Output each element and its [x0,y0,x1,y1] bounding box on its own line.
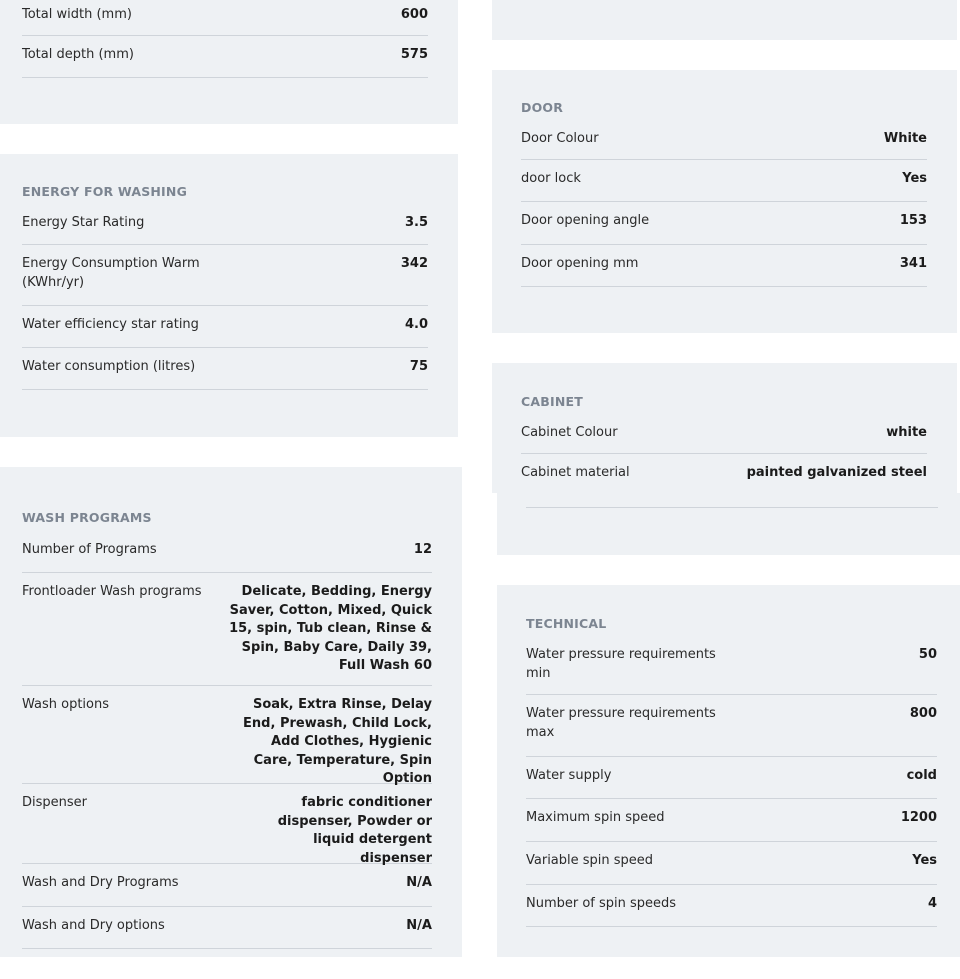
spec-label: door lock [521,171,581,186]
section-heading: TECHNICAL [526,616,607,631]
spec-label: Number of spin speeds [526,896,677,911]
cabinet-panel-lower [497,493,960,555]
spec-value: cold [906,768,937,783]
spec-label: Water supply [526,768,612,783]
spec-row [22,531,432,573]
spec-value: fabric conditioner dispenser, Powder or liquid detergent dispenser [277,795,432,866]
section-heading: CABINET [521,394,583,409]
spec-label: Door Colour [521,131,599,146]
spec-value: painted galvanized steel [746,465,927,480]
energy-panel [0,154,458,437]
spec-value: 800 [909,706,937,721]
spec-label: Total depth (mm) [22,47,134,62]
spec-value: 342 [400,256,428,271]
spec-label: Door opening mm [521,256,639,271]
spec-row [521,454,927,494]
spec-label: Wash and Dry Programs [22,875,179,890]
dimensions-panel [0,0,458,124]
spec-row [521,160,927,202]
spec-row [521,202,927,245]
spec-value: White [883,131,927,146]
spec-row [22,907,432,949]
spec-value: 575 [400,47,428,62]
spec-label: Energy Consumption Warm (KWhr/yr) [22,256,200,290]
spec-label: Variable spin speed [526,853,654,868]
section-heading: DOOR [521,100,564,115]
spec-label: Energy Star Rating [22,215,145,230]
spec-row [22,306,428,348]
spec-row [521,245,927,287]
dimensions-rows [22,0,428,78]
section-heading: WASH PROGRAMS [22,510,152,525]
spec-value: 75 [409,359,428,374]
spec-label: Wash and Dry options [22,918,165,933]
technical-panel [497,585,960,957]
spec-row [22,206,428,245]
energy-rows [22,206,428,390]
spec-value: N/A [406,875,432,890]
spec-row [526,695,937,757]
spec-label: Water consumption (litres) [22,359,196,374]
spec-row [526,637,937,695]
spec-value: 1200 [900,810,937,825]
spec-label: Water pressure requirements min [526,647,716,681]
top-right-panel [492,0,957,40]
spec-row [526,757,937,799]
spec-label: Door opening angle [521,213,650,228]
spec-row [521,122,927,160]
spec-value: Delicate, Bedding, Energy Saver, Cotton, Mixed, Quick 15, spin, Tub clean, Rinse & Spin, Baby Care, Daily 39, Full Wash 60 [229,584,432,673]
spec-value: 600 [400,7,428,22]
spec-row [22,864,432,907]
spec-row [22,0,428,36]
spec-row [22,573,432,686]
spec-value: white [886,425,927,440]
spec-value: Yes [912,853,937,868]
spec-value: N/A [406,918,432,933]
spec-row [22,36,428,78]
wash-programs-panel [0,467,462,957]
section-heading: ENERGY FOR WASHING [22,184,188,199]
spec-value: 153 [899,213,927,228]
spec-value: Soak, Extra Rinse, Delay End, Prewash, Child Lock, Add Clothes, Hygienic Care, Temperature, Spin Option [243,697,432,786]
wash-programs-rows [22,531,432,949]
spec-label: Frontloader Wash programs [22,584,202,599]
spec-value: 4.0 [404,317,428,332]
spec-value: Yes [902,171,927,186]
spec-label: Dispenser [22,795,87,810]
spec-row [22,686,432,784]
cabinet-rows [521,416,927,494]
spec-value: 4 [927,896,937,911]
spec-value: 12 [413,542,432,557]
spec-row [526,885,937,927]
divider [526,507,938,508]
spec-label: Cabinet material [521,465,630,480]
spec-label: Total width (mm) [22,7,132,22]
spec-value: 341 [899,256,927,271]
spec-row [22,245,428,306]
spec-value: 3.5 [404,215,428,230]
cabinet-panel [492,363,957,493]
spec-row [526,799,937,842]
spec-row [526,842,937,885]
spec-value: 50 [918,647,937,662]
spec-label: Number of Programs [22,542,157,557]
spec-label: Water efficiency star rating [22,317,199,332]
spec-label: Maximum spin speed [526,810,665,825]
technical-rows [526,637,937,927]
spec-row [521,416,927,454]
spec-label: Cabinet Colour [521,425,618,440]
spec-label: Water pressure requirements max [526,706,716,740]
spec-row [22,784,432,864]
door-rows [521,122,927,287]
spec-row [22,348,428,390]
door-panel [492,70,957,333]
spec-label: Wash options [22,697,110,712]
